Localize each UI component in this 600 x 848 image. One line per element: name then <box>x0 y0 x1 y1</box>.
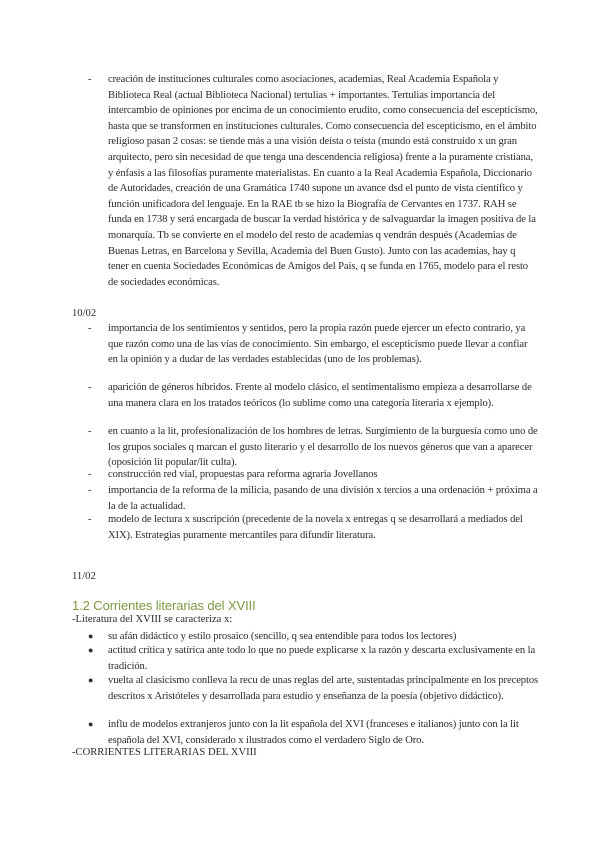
paragraph-text: creación de instituciones culturales como asociaciones, academias, Real Academia Española y Biblioteca Real (actual Biblioteca Nacional) tertulias + importantes. Tertulias importancia del intercambio de opiniones por encima de un conocimiento erudito, como consecuencia del escepticismo, hasta que se transformen en instituciones culturales. Como consecuencia del escepticismo, en el ámbito religioso pasan 2 cosas: se tiende más a una visión deísta o teísta (mundo está construido x un gran arquitecto, pero sin necesidad de que tenga una descendencia religiosa) frente a la puramente cristiana, y énfasis a las filosofías puramente materialistas. En cuanto a la Real Academia Española, Diccionario de Autoridades, creación de una Gramática 1740 supone un avance dsd el punto de vista científico y función unificadora del lenguaje. En la RAE tb se hizo la Biografía de Cervantes en 1737. RAH se funda en 1738 y será encargada de buscar la verdad histórica y de salvaguardar la imagen positiva de la monarquía. Tb se convierte en el modelo del resto de academias q vendrán después (Academias de Buenas Letras, en Barcelona y Sevilla, Academia del Buen Gusto). Junto con las academias, hay q tener en cuenta Sociedades Económicas de Amigos del País, q se funda en 1765, modelo para el resto de sociedades económicas. <box>108 74 538 288</box>
bullet-icon: ● <box>88 675 94 685</box>
dash-marker: - <box>88 469 92 480</box>
dash-marker: - <box>88 382 92 393</box>
bullet-text: influ de modelos extranjeros junto con la lit española del XVI (franceses e italianos) junto con la lit española del XVI, considerado x ilustrados como el verdadero Siglo de Oro. <box>108 719 519 746</box>
list-item-text: importancia de los sentimientos y sentidos, pero la propia razón puede ejercer un efecto contrario, ya que razón como una de las vías de conocimiento. Sin embargo, el escepticismo puede llevar a confiar en la opinión y a dudar de las verdades establecidas (uno de los problemas). <box>108 323 528 366</box>
list-item-text: construcción red vial, propuestas para reforma agraria Jovellanos <box>108 469 378 480</box>
dash-marker: - <box>88 74 92 85</box>
list-item-text: modelo de lectura x suscripción (precedente de la novela x entregas q se desarrollará a mediados del XIX). Estrategias puramente mercantiles para difundir literatura. <box>108 514 523 541</box>
date-label: 10/02 <box>72 308 97 319</box>
bullet-icon: ● <box>88 719 94 729</box>
list-item-text: en cuanto a la lit, profesionalización de los hombres de letras. Surgimiento de la burguesía como uno de los grupos sociales q marcan el gusto literario y el desarrollo de los nuevos géneros que van a aparecer (oposición lit popular/lit culta). <box>108 426 538 469</box>
bullet-icon: ● <box>88 645 94 655</box>
dash-marker: - <box>88 323 92 334</box>
dash-marker: - <box>88 485 92 496</box>
section-heading: 1.2 Corrientes literarias del XVIII <box>72 598 256 613</box>
list-item-text: importancia de la reforma de la milicia, pasando de una división x tercios a una ordenación + próxima a la de la actualidad. <box>108 485 538 512</box>
dash-marker: - <box>88 514 92 525</box>
bullet-text: vuelta al clasicismo conlleva la recu de unas reglas del arte, sustentadas principalmente en los preceptos descritos x Aristóteles y desarrollada para estudio y enseñanza de la poesía (objetivo didáctico). <box>108 675 539 702</box>
bullet-text: actitud crítica y satírica ante todo lo que no puede explicarse x la razón y descarta exclusivamente en la tradición. <box>108 645 536 672</box>
list-item-text: aparición de géneros híbridos. Frente al modelo clásico, el sentimentalismo empieza a desarrollarse de una manera clara en los tratados teóricos (lo sublime como una categoría literaria x ejemplo). <box>108 382 532 409</box>
closing-text: -CORRIENTES LITERARIAS DEL XVIII <box>72 747 257 758</box>
intro-text: -Literatura del XVIII se caracteriza x: <box>72 614 233 625</box>
bullet-text: su afán didáctico y estilo prosaico (sencillo, q sea entendible para todos los lectores) <box>108 631 457 642</box>
date-label: 11/02 <box>72 571 96 582</box>
dash-marker: - <box>88 426 92 437</box>
bullet-icon: ● <box>88 631 94 641</box>
